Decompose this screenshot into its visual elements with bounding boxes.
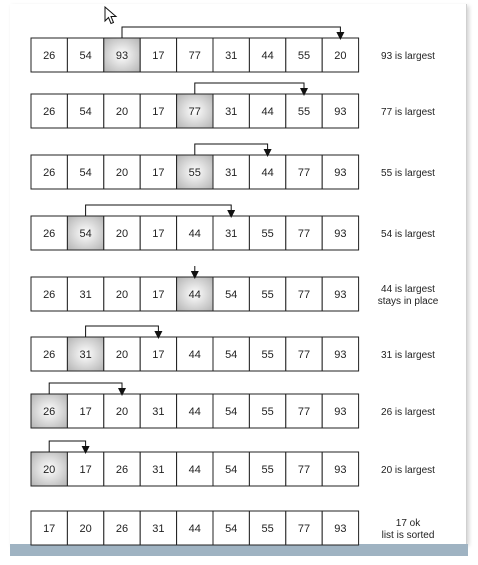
sort-step-row xyxy=(31,511,434,545)
step-caption: 17 ok xyxy=(395,518,421,529)
cell-value: 17 xyxy=(152,106,165,118)
cell-value: 93 xyxy=(115,50,129,62)
cell-value: 26 xyxy=(43,50,56,62)
cell-value: 26 xyxy=(43,228,56,240)
step-caption: 20 is largest xyxy=(381,465,435,476)
cell-value: 77 xyxy=(297,406,311,418)
cell-value: 77 xyxy=(297,523,311,535)
cell-value: 54 xyxy=(225,523,238,535)
cell-value: 26 xyxy=(115,523,129,535)
cell-value: 31 xyxy=(152,523,165,535)
cell-value: 93 xyxy=(334,289,347,301)
step-caption: 26 is largest xyxy=(381,407,435,418)
cell-value: 44 xyxy=(188,523,201,535)
cell-value: 55 xyxy=(261,523,274,535)
step-caption: list is sorted xyxy=(381,530,435,541)
cell-value: 17 xyxy=(79,406,92,418)
cell-value: 20 xyxy=(115,167,129,179)
cell-value: 77 xyxy=(297,464,311,476)
sort-step-row xyxy=(31,326,435,371)
cell-value: 20 xyxy=(79,523,92,535)
cell-value: 93 xyxy=(334,228,347,240)
cell-value: 77 xyxy=(297,289,311,301)
cell-value: 54 xyxy=(79,167,92,179)
cell-value: 54 xyxy=(79,228,92,240)
cell-value: 31 xyxy=(225,167,238,179)
cell-value: 20 xyxy=(115,349,129,361)
cell-value: 93 xyxy=(334,167,347,179)
step-caption: 54 is largest xyxy=(381,229,435,240)
step-caption: 31 is largest xyxy=(381,350,435,361)
swap-arrow xyxy=(49,441,85,452)
cell-value: 31 xyxy=(225,50,238,62)
swap-arrow xyxy=(195,144,268,155)
cell-value: 54 xyxy=(225,464,238,476)
cell-value: 26 xyxy=(115,464,129,476)
step-caption: 77 is largest xyxy=(381,107,435,118)
swap-arrow xyxy=(49,383,122,394)
sort-step-row xyxy=(31,144,435,189)
sort-step-row xyxy=(31,383,435,428)
cell-value: 77 xyxy=(297,349,311,361)
step-caption: 55 is largest xyxy=(381,168,435,179)
cell-value: 44 xyxy=(188,464,201,476)
cell-value: 93 xyxy=(334,523,347,535)
cell-value: 55 xyxy=(261,228,274,240)
cell-value: 31 xyxy=(79,349,92,361)
cell-value: 55 xyxy=(261,464,274,476)
cell-value: 54 xyxy=(225,289,238,301)
cell-value: 31 xyxy=(225,228,238,240)
sort-step-row xyxy=(31,205,435,250)
cell-value: 44 xyxy=(188,349,201,361)
swap-arrow xyxy=(195,83,304,94)
cell-value: 20 xyxy=(115,106,129,118)
cell-value: 93 xyxy=(334,106,347,118)
cell-value: 55 xyxy=(188,167,201,179)
cell-value: 55 xyxy=(261,406,274,418)
cell-value: 17 xyxy=(43,523,56,535)
cell-value: 54 xyxy=(225,406,238,418)
cell-value: 31 xyxy=(152,406,165,418)
cell-value: 44 xyxy=(188,228,201,240)
sort-step-row xyxy=(31,266,439,311)
cell-value: 55 xyxy=(297,50,311,62)
cell-value: 77 xyxy=(297,167,311,179)
mouse-cursor-icon xyxy=(104,6,118,26)
sort-step-row xyxy=(31,441,435,486)
cell-value: 55 xyxy=(297,106,311,118)
step-caption: 93 is largest xyxy=(381,51,435,62)
cell-value: 20 xyxy=(334,50,347,62)
cell-value: 26 xyxy=(43,106,56,118)
cell-value: 31 xyxy=(152,464,165,476)
cell-value: 26 xyxy=(43,167,56,179)
cell-value: 17 xyxy=(152,289,165,301)
step-caption: stays in place xyxy=(377,296,439,307)
cell-value: 44 xyxy=(261,106,274,118)
cell-value: 26 xyxy=(43,349,56,361)
cell-value: 54 xyxy=(79,50,92,62)
cell-value: 20 xyxy=(115,228,129,240)
cell-value: 17 xyxy=(152,50,165,62)
cell-value: 26 xyxy=(43,406,56,418)
cell-value: 77 xyxy=(188,50,201,62)
cell-value: 17 xyxy=(79,464,92,476)
cell-value: 44 xyxy=(188,406,201,418)
cell-value: 17 xyxy=(152,167,165,179)
cell-value: 44 xyxy=(188,289,201,301)
cell-value: 93 xyxy=(334,464,347,476)
cell-value: 17 xyxy=(152,349,165,361)
cell-value: 77 xyxy=(188,106,201,118)
sort-step-row xyxy=(31,83,435,128)
cell-value: 20 xyxy=(115,406,129,418)
cell-value: 44 xyxy=(261,50,274,62)
swap-arrow xyxy=(86,205,232,216)
cell-value: 93 xyxy=(334,406,347,418)
cell-value: 31 xyxy=(79,289,92,301)
cell-value: 44 xyxy=(261,167,274,179)
cell-value: 55 xyxy=(261,349,274,361)
cell-value: 93 xyxy=(334,349,347,361)
cell-value: 31 xyxy=(225,106,238,118)
swap-arrow xyxy=(86,326,159,337)
sort-step-row xyxy=(31,27,435,72)
cell-value: 54 xyxy=(225,349,238,361)
step-caption: 44 is largest xyxy=(381,284,435,295)
cell-value: 17 xyxy=(152,228,165,240)
cell-value: 26 xyxy=(43,289,56,301)
cell-value: 54 xyxy=(79,106,92,118)
cell-value: 20 xyxy=(115,289,129,301)
swap-arrow xyxy=(122,27,340,38)
cell-value: 77 xyxy=(297,228,311,240)
cell-value: 55 xyxy=(261,289,274,301)
cell-value: 20 xyxy=(43,464,56,476)
